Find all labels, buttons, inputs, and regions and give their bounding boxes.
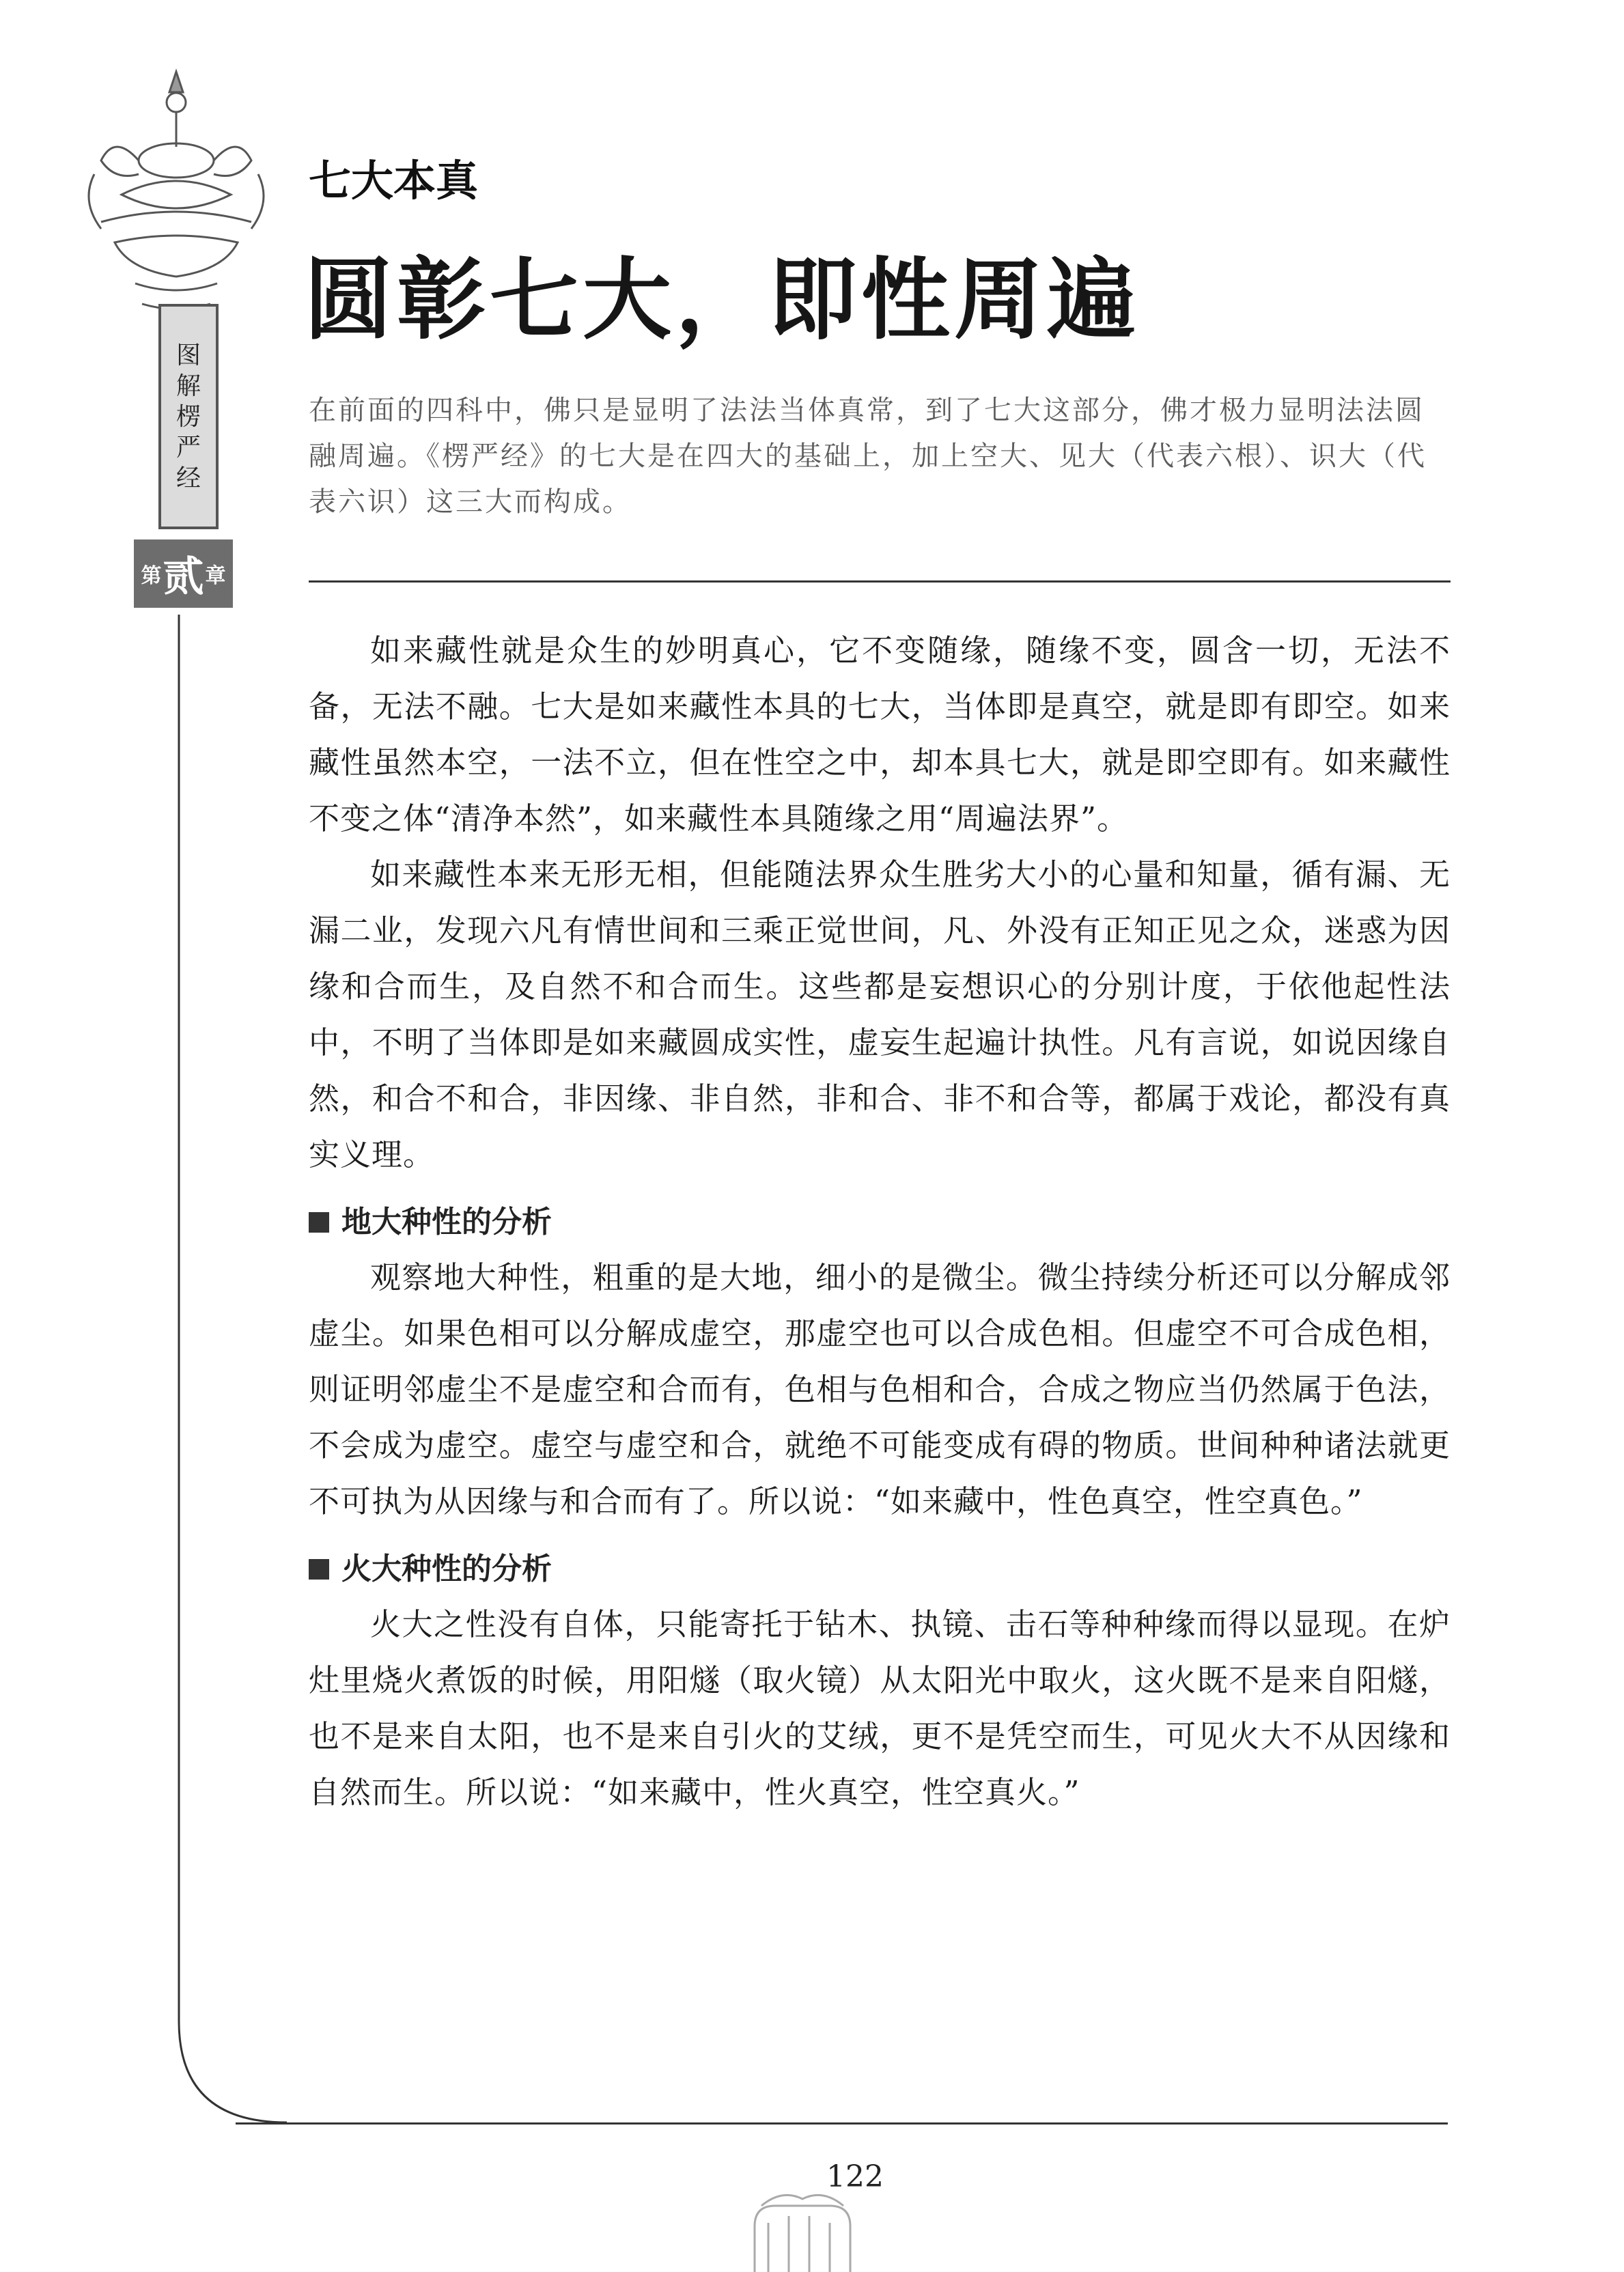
chapter-suffix: 章 [205,564,226,588]
section-heading-label: 火大种性的分析 [341,1552,552,1586]
body-paragraph: 如来藏性就是众生的妙明真心，它不变随缘，随缘不变，圆含一切，无法不备，无法不融。七大是如来藏性本具的七大，当体即是真空，就是即有即空。如来藏性虽然本空，一法不立，但在性空之中，却本具七大，就是即空即有。如来藏性不变之体“清净本然”，如来藏性本具随缘之用“周遍法界”。 [309,632,1451,837]
section-paragraph: 火大之性没有自体，只能寄托于钻木、执镜、击石等种种缘而得以显现。在炉灶里烧火煮饭的时候，用阳燧（取火镜）从太阳光中取火，这火既不是来自阳燧，也不是来自太阳，也不是来自引火的艾绒，更不是凭空而生，可见火大不从因缘和自然而生。所以说：“如来藏中，性火真空，性空真火。” [309,1606,1451,1810]
section-heading-label: 地大种性的分析 [341,1205,552,1239]
section-heading [309,1198,1451,1247]
book-title-char: 解 [176,371,201,400]
square-bullet-icon [309,1212,329,1233]
page-number: 122 [826,2159,884,2194]
page-title: 圆彰七大，即性周遍 [304,247,1140,352]
book-title-char: 楞 [176,402,201,431]
square-bullet-icon [309,1559,329,1580]
body-paragraph: 如来藏性本来无形无相，但能随法界众生胜劣大小的心量和知量，循有漏、无漏二业，发现六凡有情世间和三乘正觉世间，凡、外没有正知正见之众，迷惑为因缘和合而生，及自然不和合而生。这些都是妄想识心的分别计度，于依他起性法中，不明了当体即是如来藏圆成实性，虚妄生起遍计执性。凡有言说，如说因缘自然，和合不和合，非因缘、非自然，非和合、非不和合等，都属于戏论，都没有真实义理。 [309,856,1451,1173]
book-title-char: 经 [176,464,201,492]
footer-ornament-icon [741,2185,864,2272]
book-title-char: 严 [176,433,201,462]
divider [309,580,1451,583]
section-subtitle: 七大本真 [309,156,479,206]
intro-text: 在前面的四科中，佛只是显明了法法当体真常，到了七大这部分，佛才极力显明法法圆融周遍。《楞严经》的七大是在四大的基础上，加上空大、见大（代表六根）、识大（代表六识）这三大而构成。 [309,395,1427,518]
footer-divider [236,2122,1448,2124]
chapter-number: 贰 [163,553,204,601]
book-title-char: 图 [176,341,201,369]
body-content [309,623,1451,1821]
section-paragraph: 观察地大种性，粗重的是大地，细小的是微尘。微尘持续分析还可以分解成邻虚尘。如果色相可以分解成虚空，那虚空也可以合成色相。但虚空不可合成色相，则证明邻虚尘不是虚空和合而有，色相与色相和合，合成之物应当仍然属于色法，不会成为虚空。虚空与虚空和合，就绝不可能变成有碍的物质。世间种种诸法就更不可执为从因缘与和合而有了。所以说：“如来藏中，性色真空，性空真色。” [309,1259,1451,1519]
chapter-prefix: 第 [141,564,162,588]
section-heading [309,1545,1451,1594]
